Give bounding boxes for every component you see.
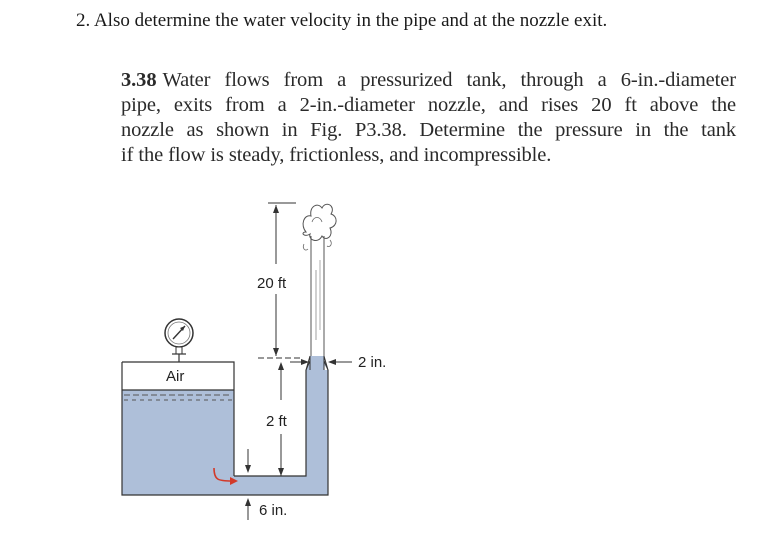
label-2ft: 2 ft bbox=[266, 413, 287, 430]
label-20ft: 20 ft bbox=[257, 275, 287, 292]
problem-line-4: if the flow is steady, frictionless, and incompressible. bbox=[121, 144, 552, 166]
label-air: Air bbox=[166, 368, 185, 385]
question-text: 2. Also determine the water velocity in the pipe and at the nozzle exit. bbox=[76, 10, 608, 31]
label-2in: 2 in. bbox=[358, 354, 387, 371]
problem-line-2: pipe, exits from a 2-in.-diameter nozzle, and rises 20 ft above the bbox=[121, 94, 736, 116]
water-jet bbox=[303, 204, 336, 356]
problem-line-3: nozzle as shown in Fig. P3.38. Determine the pressure in the tank bbox=[121, 119, 736, 141]
nozzle-fill bbox=[310, 356, 324, 370]
problem-line-1: 3.38 Water flows from a pressurized tank, through a 6-in.-diameter bbox=[121, 69, 736, 91]
problem-number: 3.38 bbox=[121, 69, 157, 91]
pressure-gauge-icon bbox=[165, 319, 193, 362]
label-6in: 6 in. bbox=[259, 502, 288, 519]
